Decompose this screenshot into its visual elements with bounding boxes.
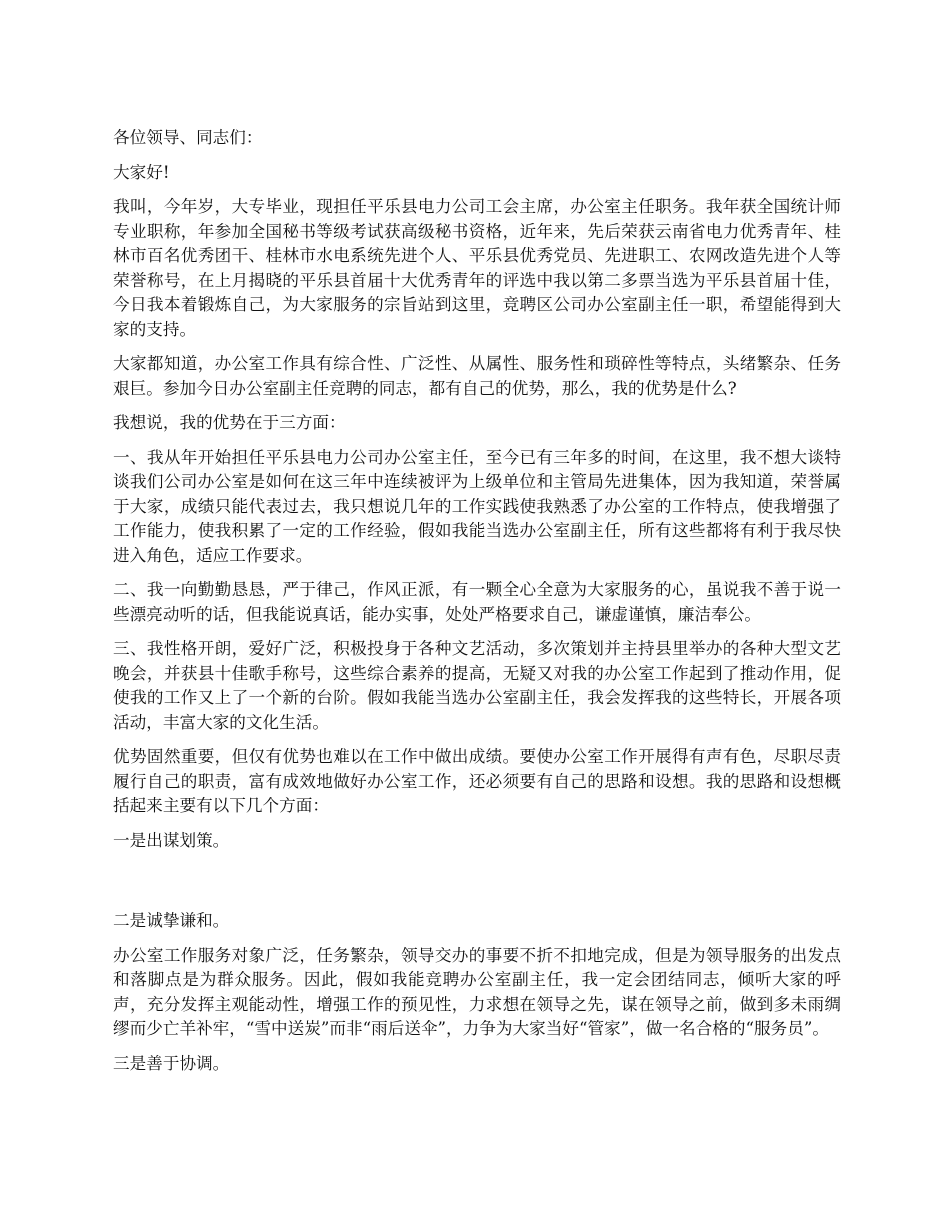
paragraph-introduction: 我叫，今年岁，大专毕业，现担任平乐县电力公司工会主席，办公室主任职务。我年获全国统计师专业职称，年参加全国秘书等级考试获高级秘书资格，近年来，先后荣获云南省电力优秀青年、桂林市百名优秀团干、桂林市水电系统先进个人、平乐县优秀党员、先进职工、农网改造先进个人等荣誉称号，在上月揭晓的平乐县首届十大优秀青年的评选中我以第二多票当选为平乐县首届十佳，今日我本着锻炼自己，为大家服务的宗旨站到这里，竞聘区公司办公室副主任一职，希望能得到大家的支持。 [113,197,841,339]
heading-plan-three: 三是善于协调。 [113,1053,230,1073]
paragraph-advantage-two: 二、我一向勤勤恳恳，严于律己，作风正派，有一颗全心全意为大家服务的心，虽说我不善于说一些漂亮动听的话，但我能说真话，能办实事，处处严格要求自己，谦虚谨慎，廉洁奉公。 [113,580,841,624]
paragraph-advantage-three: 三、我性格开朗，爱好广泛，积极投身于各种文艺活动，多次策划并主持县里举办的各种大型文艺晚会，并获县十佳歌手称号，这些综合素养的提高，无疑又对我的办公室工作起到了推动作用，促使我的工作又上了一个新的台阶。假如我能当选办公室副主任，我会发挥我的这些特长，开展各项活动，丰富大家的文化生活。 [113,639,841,732]
paragraph-plan-two-detail: 办公室工作服务对象广泛，任务繁杂，领导交办的事要不折不扣地完成，但是为领导服务的出发点和落脚点是为群众服务。因此，假如我能竞聘办公室副主任，我一定会团结同志，倾听大家的呼声，充分发挥主观能动性，增强工作的预见性，力求想在领导之先，谋在领导之前，做到多未雨绸缪而少亡羊补牢，“雪中送炭”而非“雨后送伞”，力争为大家当好“管家”，做一名合格的“服务员”。 [113,945,841,1038]
blank-spacer [113,863,841,909]
greeting: 大家好! [113,162,170,182]
heading-plan-one: 一是出谋划策。 [113,830,230,850]
paragraph-advantages-intro: 我想说，我的优势在于三方面： [113,413,346,432]
heading-plan-two: 二是诚挚谦和。 [113,911,230,930]
document-page [113,126,841,1086]
paragraph-plans-intro: 优势固然重要，但仅有优势也难以在工作中做出成绩。要使办公室工作开展得有声有色，尽职尽责履行自己的职责，富有成效地做好办公室工作，还必须要有自己的思路和设想。我的思路和设想概括起来主要有以下几个方面： [113,747,841,815]
salutation: 各位领导、同志们： [113,128,263,147]
paragraph-advantage-one: 一、我从年开始担任平乐县电力公司办公室主任，至今已有三年多的时间，在这里，我不想大谈特谈我们公司办公室是如何在这三年中连续被评为上级单位和主管局先进集体，因为我知道，荣誉属于大家，成绩只能代表过去，我只想说几年的工作实践使我熟悉了办公室的工作特点，使我增强了工作能力，使我积累了一定的工作经验，假如我能当选办公室副主任，所有这些都将有利于我尽快进入角色，适应工作要求。 [113,447,841,565]
paragraph-office-nature: 大家都知道，办公室工作具有综合性、广泛性、从属性、服务性和琐碎性等特点，头绪繁杂、任务艰巨。参加今日办公室副主任竞聘的同志，都有自己的优势，那么，我的优势是什么? [113,354,841,398]
